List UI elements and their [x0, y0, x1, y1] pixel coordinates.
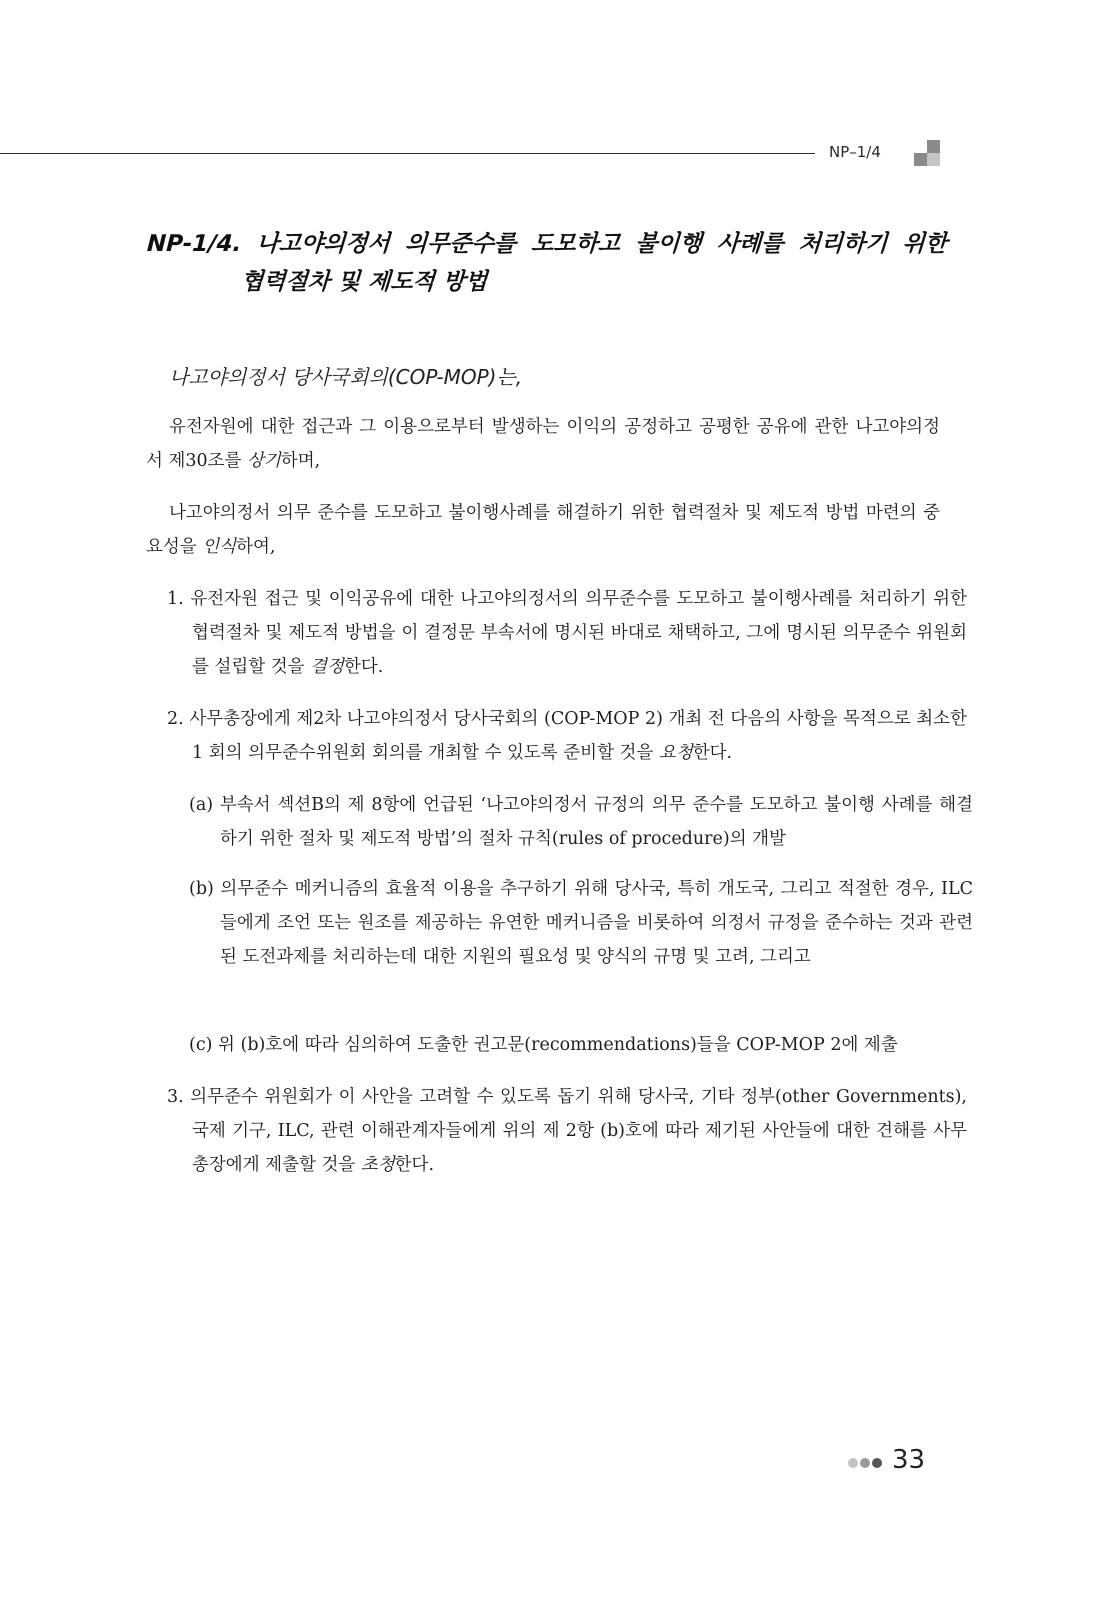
operative-verb: 초청 — [360, 1155, 395, 1175]
operative-verb: 결정 — [310, 657, 344, 677]
operative-verb: 인식 — [202, 537, 237, 557]
preamble-paragraph-2: 나고야의정서 의무 준수를 도모하고 불이행사례를 해결하기 위한 협력절차 및 제도적 방법 마련의 중요성을 인식하여, — [146, 503, 940, 557]
subitem-a: (a) 부속서 섹션B의 제 8항에 언급된 ‘나고야의정서 규정의 의무 준수를 도모하고 불이행 사례를 해결하기 위한 절차 및 제도적 방법’의 절차 규칙(rules of procedure)의 개발 — [189, 795, 973, 849]
title-line-2: 협력절차 및 제도적 방법 — [240, 269, 488, 295]
decision-title — [144, 225, 948, 301]
header-square-mark — [914, 140, 940, 166]
operative-verb: 요청 — [658, 743, 693, 763]
operative-verb: 상기 — [247, 451, 281, 471]
operative-item-1: 1. 유전자원 접근 및 이익공유에 대한 나고야의정서의 의무준수를 도모하고 불이행사례를 처리하기 위한 협력절차 및 제도적 방법을 이 결정문 부속서에 명시된 바대로 채택하고, 그에 명시된 의무준수 위원회를 설립할 것을 결정한다. — [167, 589, 967, 677]
subitem-b: (b) 의무준수 메커니즘의 효율적 이용을 추구하기 위해 당사국, 특히 개도국, 그리고 적절한 경우, ILC들에게 조언 또는 원조를 제공하는 유연한 메커니즘을 비롯하여 의정서 규정을 준수하는 것과 관련된 도전과제를 처리하는데 대한 지원의 필요성 및 양식의 규명 및 고려, 그리고 — [189, 879, 973, 967]
subitem-c: (c) 위 (b)호에 따라 심의하여 도출한 권고문(recommendations)들을 COP-MOP 2에 제출 — [189, 1035, 898, 1055]
running-header-code: NP–1/4 — [829, 143, 881, 161]
committee-heading: 나고야의정서 당사국회의(COP-MOP)는, — [169, 365, 523, 389]
footer-dots-icon — [848, 1458, 882, 1468]
operative-item-2: 2. 사무총장에게 제2차 나고야의정서 당사국회의 (COP-MOP 2) 개최 전 다음의 사항을 목적으로 최소한 1 회의 의무준수위원회 회의를 개최할 수 있도록 준비할 것을 요청한다. — [167, 709, 967, 763]
header-rule — [0, 153, 815, 154]
preamble-paragraph-1: 유전자원에 대한 접근과 그 이용으로부터 발생하는 이익의 공정하고 공평한 공유에 관한 나고야의정서 제30조를 상기하며, — [146, 417, 940, 471]
operative-item-3: 3. 의무준수 위원회가 이 사안을 고려할 수 있도록 돕기 위해 당사국, 기타 정부(other Governments), 국제 기구, ILC, 관련 이해관계자들에게 위의 제 2항 (b)호에 따라 제기된 사안들에 대한 견해를 사무총장에게 제출할 것을 초청한다. — [167, 1087, 967, 1175]
page-number: 33 — [892, 1445, 926, 1475]
title-line-1: NP-1/4. 나고야의정서 의무준수를 도모하고 불이행 사례를 처리하기 위한 — [146, 231, 948, 257]
